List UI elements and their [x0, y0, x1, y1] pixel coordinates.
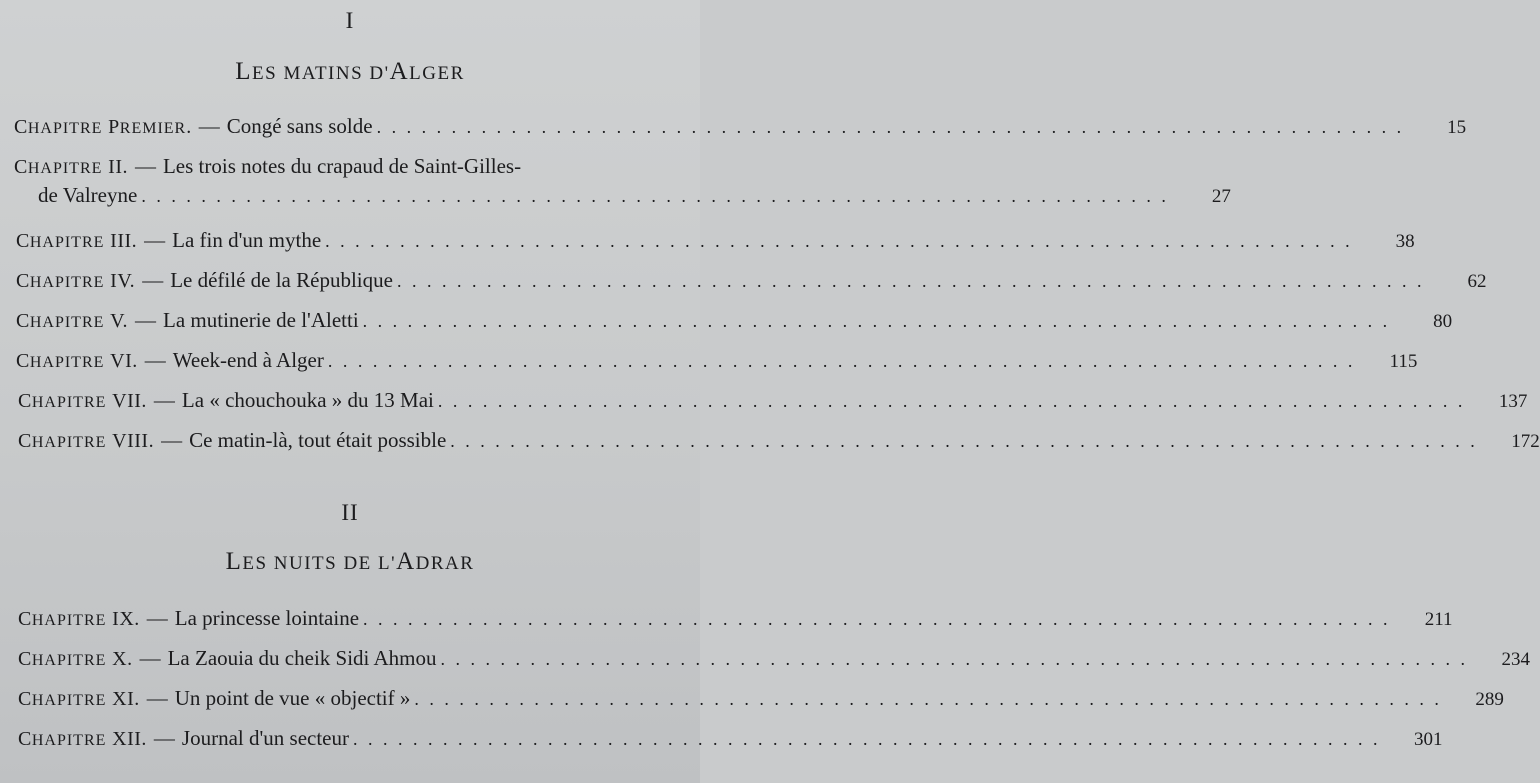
chapter-title: La princesse lointaine — [174, 606, 360, 630]
chapter-label: CHAPITRE VI. — [16, 350, 138, 372]
toc-entry[interactable]: CHAPITRE XII. — Journal d'un secteur . . . 301 — [18, 726, 676, 751]
chapter-label: CHAPITRE VIII. — [18, 430, 155, 452]
page-number: 172 — [1511, 431, 1540, 452]
chapter-title: La Zaouia du cheik Sidi Ahmou — [167, 646, 437, 670]
page-number: 115 — [1389, 351, 1418, 372]
chapter-title: Les trois notes du crapaud de Saint-Gilles- — [162, 154, 522, 178]
chapter-label: CHAPITRE III. — [16, 230, 138, 252]
toc-entry[interactable]: CHAPITRE V. — La mutinerie de l'Aletti . . . 80 — [16, 308, 678, 333]
chapter-title: Congé sans solde — [226, 114, 373, 138]
toc-entry[interactable]: CHAPITRE XI. — Un point de vue « objectif » . . . 289 — [18, 686, 676, 711]
chapter-title: Le défilé de la République — [170, 268, 393, 292]
toc-entry[interactable]: CHAPITRE X. — La Zaouia du cheik Sidi Ahmou . . . 234 — [18, 646, 676, 671]
part-number: II — [341, 500, 359, 525]
toc-entry[interactable]: CHAPITRE VIII. — Ce matin-là, tout était possible . . . 172 — [18, 428, 678, 453]
chapter-label: CHAPITRE IV. — [16, 270, 136, 292]
chapter-title: Ce matin-là, tout était possible — [189, 428, 447, 452]
chapter-title: La fin d'un mythe — [172, 228, 322, 252]
chapter-title: La mutinerie de l'Aletti — [163, 308, 359, 332]
page-number: 301 — [1414, 729, 1443, 750]
page-number: 38 — [1395, 231, 1415, 252]
page-number: 15 — [1447, 117, 1467, 138]
chapter-title: Week-end à Alger — [172, 348, 324, 372]
page-number: 80 — [1433, 311, 1453, 332]
page-number: 211 — [1424, 609, 1453, 630]
page-number: 62 — [1467, 271, 1487, 292]
chapter-label: CHAPITRE XII. — [18, 728, 147, 750]
page-number: 289 — [1475, 689, 1504, 710]
toc-entry[interactable]: CHAPITRE VI. — Week-end à Alger . . . 115 — [16, 348, 678, 373]
toc-entry[interactable]: CHAPITRE PREMIER. — Congé sans solde . . . 15 — [14, 114, 678, 139]
chapter-title: Un point de vue « objectif » — [174, 686, 411, 710]
part-number: I — [345, 8, 355, 33]
chapter-label: CHAPITRE V. — [16, 310, 129, 332]
chapter-title-continued: de Valreyne — [38, 183, 138, 207]
chapter-label: CHAPITRE IX. — [18, 608, 140, 630]
chapter-title: Journal d'un secteur — [181, 726, 349, 750]
toc-entry[interactable]: CHAPITRE III. — La fin d'un mythe . . . 38 — [16, 228, 678, 253]
page-number: 137 — [1498, 391, 1528, 412]
part-title: LES NUITS DE L'ADRAR — [225, 548, 475, 575]
chapter-title: La « chouchouka » du 13 Mai — [181, 388, 434, 412]
toc-entry[interactable]: CHAPITRE IX. — La princesse lointaine . . . 211 — [18, 606, 676, 631]
part-title: LES MATINS D'ALGER — [235, 58, 465, 85]
chapter-label: CHAPITRE VII. — [18, 390, 147, 412]
page-number: 27 — [1211, 186, 1231, 207]
toc-entry[interactable]: CHAPITRE VII. — La « chouchouka » du 13 Mai . . . 137 — [18, 388, 678, 413]
chapter-label: CHAPITRE XI. — [18, 688, 140, 710]
chapter-label: CHAPITRE II. — [14, 156, 128, 178]
page-number: 234 — [1501, 649, 1530, 670]
chapter-label: CHAPITRE X. — [18, 648, 133, 670]
chapter-label: CHAPITRE PREMIER. — [14, 116, 192, 138]
toc-entry[interactable]: CHAPITRE IV. — Le défilé de la République . . . 62 — [16, 268, 678, 293]
toc-entry[interactable]: CHAPITRE II. — Les trois notes du crapaud de Saint-Gilles- de Valreyne . . . 27 — [14, 154, 678, 208]
